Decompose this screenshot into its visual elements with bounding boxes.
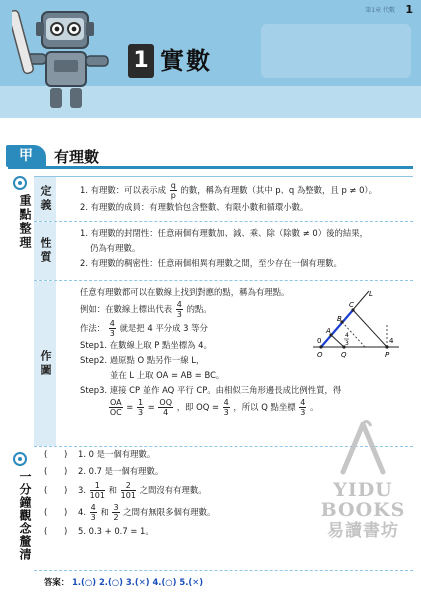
fraction-four-thirds [176, 300, 183, 319]
segment-AQ [331, 335, 344, 347]
construction-intro: 任意有理數都可以在數線上找到對應的點，稱為有理點。 [80, 287, 290, 297]
question-number: 4. [78, 507, 86, 517]
target-icon [13, 176, 27, 190]
definition-line-1-post: 的數，稱為有理數（其中 p、q 為整數，且 p ≠ 0）。 [180, 185, 377, 195]
fraction-denominator: 4 [163, 408, 169, 417]
chapter-number-badge: 1 [128, 44, 154, 78]
answer-blank[interactable]: ( ) [44, 507, 68, 517]
sidebar-clarify [8, 452, 32, 561]
header-decoration [261, 24, 411, 78]
label-four: 4 [389, 337, 394, 345]
construction-step2a: Step2. 過原點 O 點另作一線 L， [80, 355, 205, 365]
example-pre: 例如：在數線上標出代表 [80, 304, 173, 314]
fraction-2-101 [121, 481, 136, 500]
label-A: A [326, 327, 331, 335]
fraction-numerator: 1 [137, 398, 144, 407]
fraction-denominator: 3 [90, 513, 96, 522]
question-number: 5. [78, 526, 86, 536]
properties-row [34, 222, 413, 281]
answer-5: 5.(✕) [179, 577, 204, 587]
page-number: 1 [405, 3, 413, 16]
fraction-denominator: 3 [176, 310, 182, 319]
label-zero: 0 [317, 337, 322, 345]
construction-label: 作圖 [34, 281, 56, 446]
construction-body [58, 281, 413, 421]
one-minute-label: 一分鐘觀念釐清 [18, 470, 32, 561]
chapter-header [0, 0, 421, 118]
label-B: B [337, 315, 342, 323]
fraction-denominator: 3 [137, 408, 144, 417]
publisher-watermark [318, 420, 408, 542]
fraction-denominator: 101 [89, 491, 105, 500]
fraction-denominator: 3 [223, 408, 229, 417]
label-L: L [369, 290, 373, 298]
segment-CP [353, 310, 387, 347]
label-P: P [385, 351, 390, 359]
question-text: 0 是一個有理數。 [88, 449, 156, 459]
question-mid: 和 [108, 485, 117, 495]
construction-step3a: Step3. 連接 CP 並作 AQ 平行 CP。由相似三角形邊長成比例性質，得 [80, 385, 342, 395]
question-post: 之間沒有有理數。 [139, 485, 207, 495]
fraction-one-third [137, 398, 144, 417]
fraction-four-thirds-final [299, 398, 306, 417]
label-Q: Q [341, 351, 347, 359]
answer-key-label: 答案： [44, 577, 70, 587]
step3b-end: 。 [310, 402, 319, 412]
fraction-4-3 [90, 503, 97, 522]
robot-mascot-illustration [12, 4, 122, 114]
number-line-construction-diagram [311, 285, 403, 371]
fraction-numerator: 4 [176, 300, 182, 309]
construction-step1: Step1. 在數線上取 P 點坐標為 4。 [80, 340, 212, 350]
properties-label: 性質 [34, 222, 56, 280]
answer-key [44, 576, 203, 588]
answer-divider [34, 570, 413, 571]
definition-line-2: 2. 有理數的成員：有理數恰包含整數、有限小數和循環小數。 [80, 202, 309, 212]
construction-step2b: 並在 L 上取 OA = AB = BC。 [110, 370, 225, 380]
fraction-four-thirds-result [223, 398, 230, 417]
point-P [385, 345, 388, 348]
question-text: 0.3 + 0.7 = 1。 [88, 526, 154, 536]
top-info: 第1章 代數 [365, 7, 395, 14]
sidebar-concept [8, 176, 32, 250]
question-post: 之間有無限多個有理數。 [123, 507, 216, 517]
step3b-post: ，所以 Q 點坐標 [233, 402, 296, 412]
method-post: 就是把 4 平分成 3 等分 [119, 323, 208, 333]
section-title: 有理數 [54, 148, 100, 166]
concept-table [34, 176, 413, 447]
answer-2: 2.(○) [98, 577, 123, 587]
answer-blank[interactable]: ( ) [44, 449, 68, 459]
label-frac-num: 4 [345, 332, 349, 339]
label-frac-den: 3 [345, 340, 349, 347]
answer-1: 1.(○) [72, 577, 97, 587]
fraction-denominator: OC [109, 408, 122, 417]
fraction-four-thirds-method [109, 319, 116, 338]
chapter-title: 實數 [160, 47, 212, 75]
answer-3: 3.(✕) [125, 577, 150, 587]
clock-icon [13, 452, 27, 466]
fraction-denominator: 2 [113, 513, 119, 522]
definition-line-1 [80, 181, 407, 200]
definition-label: 定義 [34, 177, 56, 221]
fraction-denominator: 3 [109, 329, 115, 338]
fraction-numerator: OA [110, 398, 122, 407]
fraction-1-101 [90, 481, 105, 500]
construction-step3b: $\frac{OA}{OC}$ = $\frac{1}{3}$ = $\frac{OQ}{4}$ ，即 OQ = $\frac{4}{3}$ ，所以 Q 點坐標 $\frac{4}{3}$ 。 [109, 398, 319, 417]
label-O: O [317, 351, 323, 359]
question-number: 2. [78, 465, 86, 476]
fraction-numerator: 4 [109, 319, 115, 328]
properties-line-1: 1. 有理數的封閉性：任意兩個有理數加、減、乘、除（除數 ≠ 0）後的結果， [80, 228, 368, 238]
fraction-denominator: 101 [120, 491, 136, 500]
example-post: 的點。 [186, 304, 212, 314]
point-O [319, 345, 322, 348]
answer-4: 4.(○) [152, 577, 177, 587]
fraction-OA-OC [109, 398, 123, 417]
fraction-numerator: 4 [90, 503, 96, 512]
fraction-q-over-p [170, 181, 177, 200]
question-mid: 和 [100, 507, 109, 517]
question-number: 1. [78, 449, 86, 459]
label-C: C [349, 301, 354, 309]
concept-summary-label: 重點整理 [18, 194, 32, 250]
definition-line-1-pre: 1. 有理數：可以表示成 [80, 185, 167, 195]
properties-body [58, 222, 413, 275]
answer-blank[interactable]: ( ) [44, 485, 68, 495]
question-number: 3. [78, 485, 86, 495]
step3b-mid: ，即 [176, 402, 194, 412]
fraction-numerator: 1 [90, 481, 105, 491]
properties-line-2: 2. 有理數的稠密性：任意兩個相異有理數之間，至少存在一個有理數。 [80, 258, 342, 268]
fraction-3-2 [112, 503, 119, 522]
properties-line-1b: 仍為有理數。 [90, 243, 141, 253]
fraction-numerator: 4 [223, 398, 229, 407]
fraction-numerator: 2 [121, 481, 136, 491]
question-text: 0.7 是一個有理數。 [88, 465, 164, 476]
fraction-denominator: 3 [300, 408, 306, 417]
fraction-denominator: p [170, 191, 176, 200]
section-badge: 甲 [6, 145, 46, 167]
fraction-numerator: OQ [159, 398, 173, 407]
definition-body [58, 177, 413, 219]
watermark-en-line2: BOOKS [320, 499, 406, 521]
fraction-numerator: q [170, 181, 176, 190]
fraction-numerator: 3 [113, 503, 119, 512]
fraction-OQ-4 [158, 398, 173, 417]
answer-blank[interactable]: ( ) [44, 465, 68, 476]
person-logo-icon [333, 420, 393, 476]
answer-blank[interactable]: ( ) [44, 526, 68, 536]
method-pre: 作法： [80, 323, 106, 333]
definition-row [34, 177, 413, 222]
fraction-numerator: 4 [300, 398, 306, 407]
watermark-zh: 易讀書坊 [327, 521, 399, 541]
watermark-en-line1: YIDU [333, 479, 393, 501]
